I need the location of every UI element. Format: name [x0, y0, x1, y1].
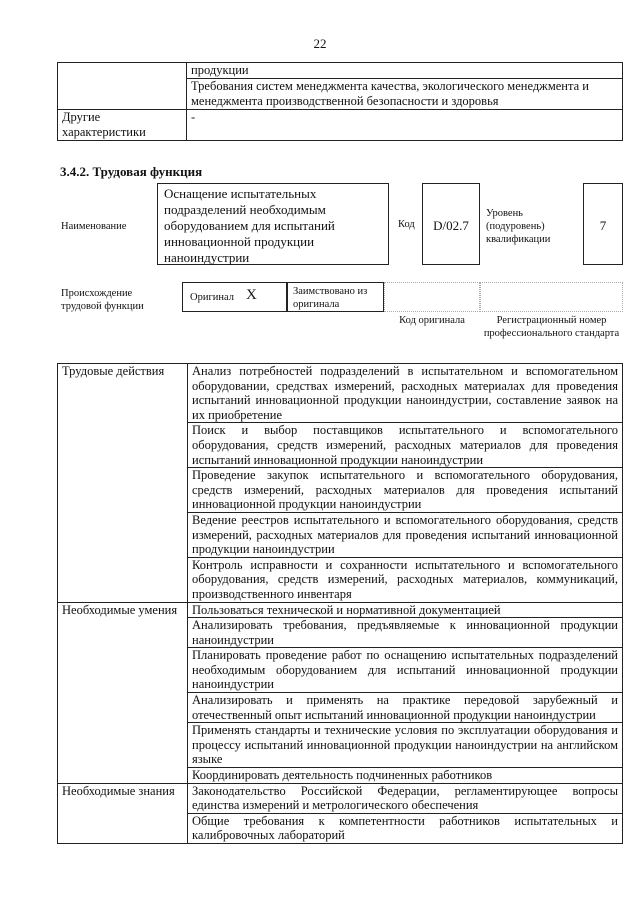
- table-row: [58, 63, 623, 79]
- code-value-box: [422, 183, 480, 265]
- code-original-caption: Код оригинала: [399, 315, 465, 326]
- table-row: [58, 110, 623, 141]
- code-original-box: [384, 282, 480, 312]
- page-number: 22: [313, 36, 327, 51]
- action-item: Ведение реестров испытательного и вспомогательного оборудования, средств измерений, расходных материалов для проведения испытаний инновационной продукции наноиндустрии: [188, 512, 623, 557]
- skill-item: Планировать проведение работ по оснащению испытательных подразделений необходимым оборудованием для испытаний инновационной продукции наноиндустрии: [188, 648, 623, 693]
- action-item: Контроль исправности и сохранности испытательного и вспомогательного оборудования, средств измерений, расходных материалов, коммуникаций, производственного инвентаря: [188, 557, 623, 602]
- skill-item: Анализировать требования, предъявляемые к инновационной продукции наноиндустрии: [188, 618, 623, 648]
- row-text: -: [187, 110, 623, 141]
- row-text: продукции: [187, 63, 623, 79]
- knowledge-item: Общие требования к компетентности работников испытательных и калибровочных лабораторий: [188, 813, 623, 843]
- original-label: Оригинал: [190, 292, 234, 303]
- action-item: Анализ потребностей подразделений в испытательном и вспомогательном оборудовании, средствах измерений, расходных материалах для проведения испытаний инновационной продукции наноиндустрии, составление заявок на их приобретение: [188, 364, 623, 423]
- group-label-knowledge: Необходимые знания: [58, 783, 188, 843]
- level-value: 7: [599, 218, 607, 233]
- reg-number-caption: Регистрационный номер профессионального стандарта: [483, 315, 620, 339]
- row-label: [58, 63, 187, 110]
- level-value-box: [583, 183, 623, 265]
- reg-number-box: [480, 282, 623, 312]
- skill-item: Применять стандарты и технические условия по эксплуатации оборудования и процессу испытаний инновационной продукции наноиндустрии на английском языке: [188, 723, 623, 768]
- code-value: D/02.7: [433, 218, 469, 233]
- original-mark: X: [246, 287, 257, 303]
- group-label-actions: Трудовые действия: [58, 364, 188, 603]
- table-row: [58, 602, 623, 618]
- skill-item: Анализировать и применять на практике передовой зарубежный и отечественный опыт испытаний инновационной продукции наноиндустрии: [188, 693, 623, 723]
- labor-function-table: [57, 363, 623, 844]
- section-title: 3.4.2. Трудовая функция: [60, 164, 203, 179]
- row-text: Требования систем менеджмента качества, экологического менеджмента и менеджмента производственной безопасности и здоровья: [187, 79, 623, 110]
- level-label: Уровень (подуровень) квалификации: [486, 208, 551, 245]
- table-row: [58, 364, 623, 423]
- code-label: Код: [398, 219, 415, 230]
- borrowed-label: Заимствовано из оригинала: [293, 286, 368, 310]
- action-item: Поиск и выбор поставщиков испытательного и вспомогательного оборудования, средств измерений, расходных материалов для проведения испытаний инновационной продукции наноиндустрии: [188, 423, 623, 468]
- group-label-skills: Необходимые умения: [58, 602, 188, 783]
- name-value: Оснащение испытательных подразделений необходимым оборудованием для испытаний инновационной продукции наноиндустрии: [164, 186, 335, 265]
- name-value-box: [157, 183, 389, 265]
- skill-item: Пользоваться технической и нормативной документацией: [188, 602, 623, 618]
- row-label: Другие характеристики: [58, 110, 187, 141]
- skill-item: Координировать деятельность подчиненных работников: [188, 768, 623, 784]
- previous-function-table: [57, 62, 623, 141]
- table-row: [58, 783, 623, 813]
- origin-label: Происхождение трудовой функции: [61, 288, 144, 312]
- action-item: Проведение закупок испытательного и вспомогательного оборудования, средств измерений, расходных материалов для проведения испытаний инновационной продукции наноиндустрии: [188, 468, 623, 513]
- name-label: Наименование: [61, 221, 127, 232]
- knowledge-item: Законодательство Российской Федерации, регламентирующее вопросы единства измерений и метрологического обеспечения: [188, 783, 623, 813]
